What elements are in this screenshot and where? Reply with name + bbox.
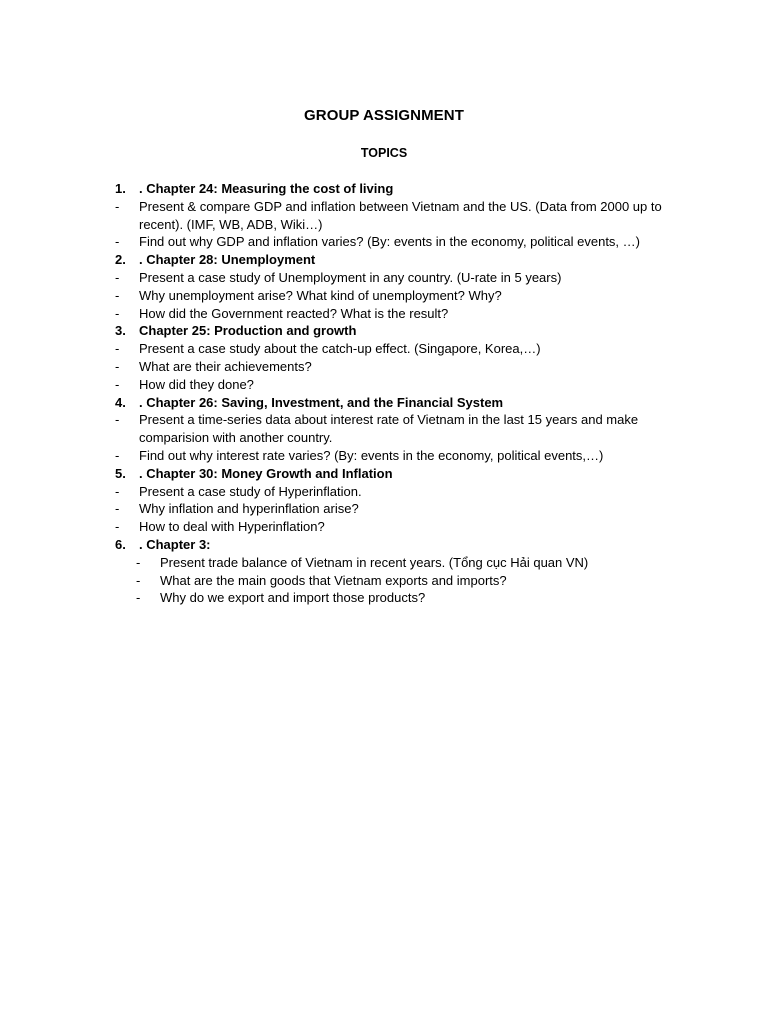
list-item-text: Present a time-series data about interest rate of Vietnam in the last 15 years and make comparision with another country. <box>139 412 639 446</box>
list-item-text: Present a case study of Unemployment in any country. (U-rate in 5 years) <box>139 269 562 285</box>
bullet-dash: - <box>136 554 141 570</box>
bullet-dash: - <box>115 447 120 463</box>
list-item <box>115 358 685 376</box>
list-item <box>115 269 685 287</box>
bullet-dash: - <box>115 519 120 535</box>
section-number: 2. <box>115 252 126 268</box>
list-item <box>115 483 685 501</box>
section-number: 6. <box>115 536 126 552</box>
document-title: GROUP ASSIGNMENT <box>304 107 464 124</box>
section-number: 4. <box>115 394 126 410</box>
bullet-dash: - <box>115 305 120 321</box>
section-title: . Chapter 28: Unemployment <box>139 252 316 268</box>
section-title: . Chapter 3: <box>139 536 211 552</box>
list-item <box>115 411 685 447</box>
section-heading <box>115 251 685 269</box>
list-item <box>115 287 685 305</box>
list-item-text: What are the main goods that Vietnam exports and imports? <box>160 572 507 588</box>
list-item <box>115 376 685 394</box>
bullet-dash: - <box>115 269 120 285</box>
bullet-dash: - <box>136 572 141 588</box>
section-heading <box>115 394 685 412</box>
list-item <box>115 198 685 234</box>
section-title: . Chapter 26: Saving, Investment, and the Financial System <box>139 394 504 410</box>
list-item <box>115 554 685 572</box>
list-item <box>115 447 685 465</box>
section-heading <box>115 180 685 198</box>
list-item-text: How did the Government reacted? What is the result? <box>139 305 449 321</box>
section-heading <box>115 465 685 483</box>
bullet-dash: - <box>115 287 120 303</box>
list-item-text: How to deal with Hyperinflation? <box>139 519 325 535</box>
list-item <box>115 518 685 536</box>
section-heading <box>115 322 685 340</box>
list-item <box>115 233 685 251</box>
bullet-dash: - <box>115 358 120 374</box>
bullet-dash: - <box>115 412 120 428</box>
section-heading <box>115 536 685 554</box>
list-item-text: What are their achievements? <box>139 358 312 374</box>
bullet-dash: - <box>136 590 141 606</box>
section-number: 1. <box>115 181 126 196</box>
bullet-dash: - <box>115 234 120 250</box>
list-item <box>115 500 685 518</box>
topics-list <box>115 180 685 607</box>
list-item <box>115 572 685 590</box>
document-subtitle: TOPICS <box>360 146 408 160</box>
bullet-dash: - <box>115 501 120 517</box>
list-item <box>115 305 685 323</box>
list-item-text: Why unemployment arise? What kind of unemployment? Why? <box>139 287 502 303</box>
section-title: . Chapter 24: Measuring the cost of living <box>139 181 394 196</box>
list-item-text: Present trade balance of Vietnam in recent years. (Tổng cục Hải quan VN) <box>160 554 589 570</box>
list-item-text: How did they done? <box>139 376 254 392</box>
list-item-text: Why inflation and hyperinflation arise? <box>139 501 359 517</box>
bullet-dash: - <box>115 341 120 357</box>
section-number: 5. <box>115 465 126 481</box>
list-item-text: Find out why interest rate varies? (By: events in the economy, political events,…) <box>139 447 604 463</box>
list-item <box>115 340 685 358</box>
section-title: . Chapter 30: Money Growth and Inflation <box>139 465 393 481</box>
section-number: 3. <box>115 323 126 339</box>
bullet-dash: - <box>115 198 120 214</box>
list-item-text: Present a case study about the catch-up effect. (Singapore, Korea,…) <box>139 341 541 357</box>
list-item-text: Present a case study of Hyperinflation. <box>139 483 362 499</box>
bullet-dash: - <box>115 483 120 499</box>
list-item <box>115 589 685 607</box>
section-title: Chapter 25: Production and growth <box>139 323 357 339</box>
list-item-text: Present & compare GDP and inflation between Vietnam and the US. (Data from 2000 up to recent). (IMF, WB, ADB, Wiki…) <box>139 198 662 232</box>
list-item-text: Find out why GDP and inflation varies? (By: events in the economy, political events, …) <box>139 234 640 250</box>
list-item-text: Why do we export and import those products? <box>160 590 426 606</box>
bullet-dash: - <box>115 376 120 392</box>
